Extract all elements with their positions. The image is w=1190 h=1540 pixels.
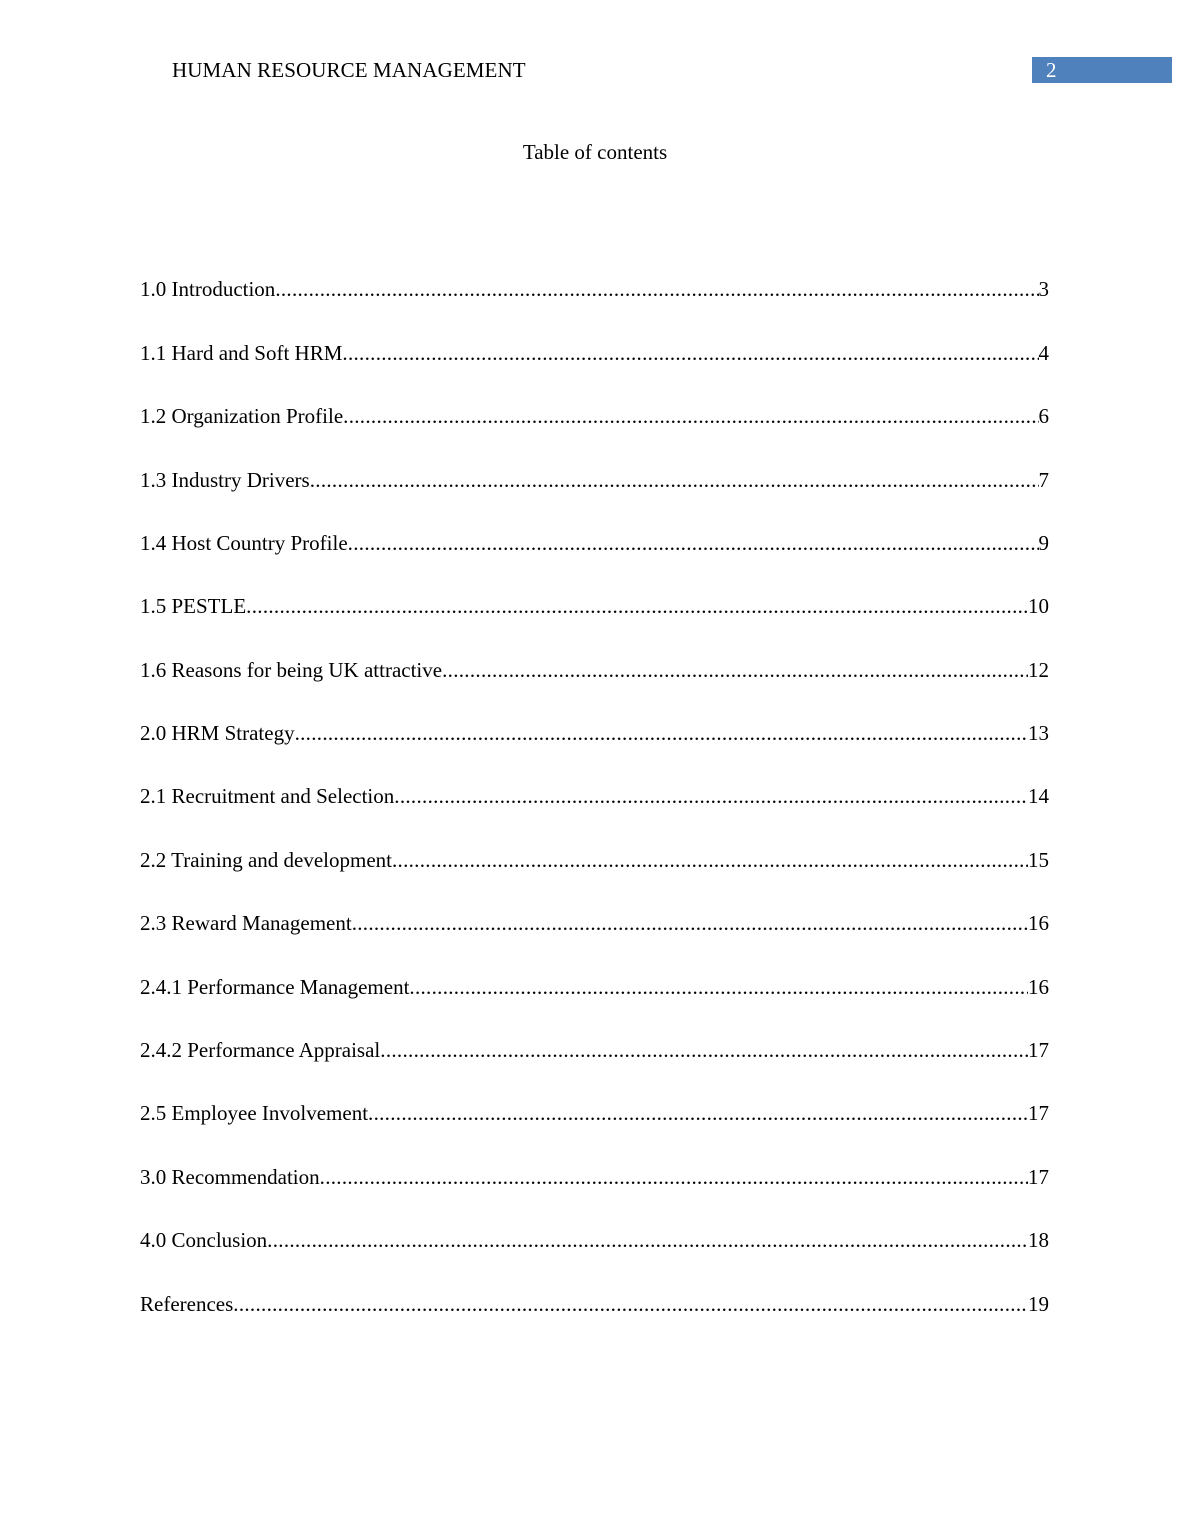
toc-entry-page: 4 bbox=[1038, 341, 1049, 365]
toc-entry-label: 1.2 Organization Profile bbox=[140, 404, 344, 428]
toc-entry-introduction[interactable] bbox=[140, 277, 1049, 305]
toc-entry-label: 1.5 PESTLE bbox=[140, 594, 247, 618]
toc-leader bbox=[348, 531, 1039, 556]
toc-entry-hard-soft-hrm[interactable] bbox=[140, 341, 1049, 369]
toc-leader bbox=[352, 911, 1028, 936]
toc-entry-page: 13 bbox=[1028, 721, 1049, 745]
toc-leader bbox=[368, 1101, 1028, 1126]
toc-entry-label: 1.1 Hard and Soft HRM bbox=[140, 341, 343, 365]
toc-leader bbox=[380, 1038, 1028, 1063]
toc-entry-page: 7 bbox=[1038, 468, 1049, 492]
toc-entry-page: 15 bbox=[1028, 848, 1049, 872]
toc-entry-page: 16 bbox=[1028, 911, 1049, 935]
toc-entry-page: 17 bbox=[1028, 1038, 1049, 1062]
page-number-box bbox=[1032, 57, 1172, 83]
toc-entry-page: 18 bbox=[1028, 1228, 1049, 1252]
toc-leader bbox=[320, 1165, 1028, 1190]
running-header: HUMAN RESOURCE MANAGEMENT bbox=[172, 58, 526, 82]
toc-entry-label: 2.0 HRM Strategy bbox=[140, 721, 295, 745]
toc-entry-label: 2.4.1 Performance Management bbox=[140, 975, 410, 999]
toc-leader bbox=[442, 658, 1028, 683]
toc-leader bbox=[409, 975, 1028, 1000]
toc-entry-hrm-strategy[interactable] bbox=[140, 721, 1049, 749]
toc-entry-conclusion[interactable] bbox=[140, 1228, 1049, 1256]
toc-leader bbox=[343, 404, 1038, 429]
toc-entry-label: 2.4.2 Performance Appraisal bbox=[140, 1038, 381, 1062]
toc-entry-pestle[interactable] bbox=[140, 594, 1049, 622]
toc-entry-page: 16 bbox=[1028, 975, 1049, 999]
toc-entry-recommendation[interactable] bbox=[140, 1165, 1049, 1193]
toc-entry-host-country-profile[interactable] bbox=[140, 531, 1049, 559]
toc-entry-employee-involvement[interactable] bbox=[140, 1101, 1049, 1129]
toc-leader bbox=[310, 468, 1039, 493]
toc-entry-label: 1.3 Industry Drivers bbox=[140, 468, 310, 492]
toc-entry-uk-attractive[interactable] bbox=[140, 658, 1049, 686]
toc-entry-reward-management[interactable] bbox=[140, 911, 1049, 939]
toc-leader bbox=[394, 784, 1028, 809]
toc-entry-page: 14 bbox=[1028, 784, 1049, 808]
toc-entry-training-development[interactable] bbox=[140, 848, 1049, 876]
toc-entry-page: 3 bbox=[1038, 277, 1049, 301]
toc-entry-label: 3.0 Recommendation bbox=[140, 1165, 320, 1189]
toc-leader bbox=[267, 1228, 1028, 1253]
toc-entry-page: 17 bbox=[1028, 1165, 1049, 1189]
toc-entry-industry-drivers[interactable] bbox=[140, 468, 1049, 496]
toc-entry-label: 2.5 Employee Involvement bbox=[140, 1101, 369, 1125]
toc-entry-performance-management[interactable] bbox=[140, 975, 1049, 1003]
toc-entry-page: 19 bbox=[1028, 1292, 1049, 1316]
toc-leader bbox=[392, 848, 1028, 873]
toc-leader bbox=[342, 341, 1038, 366]
toc-entry-references[interactable] bbox=[140, 1292, 1049, 1320]
toc-entry-page: 17 bbox=[1028, 1101, 1049, 1125]
toc-entry-label: 2.2 Training and development bbox=[140, 848, 392, 872]
toc-entry-label: 2.1 Recruitment and Selection bbox=[140, 784, 395, 808]
toc-entry-label: 2.3 Reward Management bbox=[140, 911, 352, 935]
toc-entry-label: 1.4 Host Country Profile bbox=[140, 531, 348, 555]
toc-entry-performance-appraisal[interactable] bbox=[140, 1038, 1049, 1066]
toc-title: Table of contents bbox=[522, 140, 668, 164]
toc-leader bbox=[246, 594, 1028, 619]
toc-entry-page: 9 bbox=[1038, 531, 1049, 555]
toc-leader bbox=[233, 1292, 1028, 1317]
toc-leader bbox=[275, 277, 1038, 302]
toc-entry-page: 10 bbox=[1028, 594, 1049, 618]
toc-entry-label: 1.0 Introduction bbox=[140, 277, 276, 301]
toc-entry-page: 6 bbox=[1038, 404, 1049, 428]
toc-entry-recruitment-selection[interactable] bbox=[140, 784, 1049, 812]
toc-entry-label: 1.6 Reasons for being UK attractive bbox=[140, 658, 443, 682]
toc-entry-label: 4.0 Conclusion bbox=[140, 1228, 268, 1252]
toc-entry-page: 12 bbox=[1028, 658, 1049, 682]
toc-leader bbox=[295, 721, 1028, 746]
toc-entry-label: References bbox=[140, 1292, 234, 1316]
toc-entry-organization-profile[interactable] bbox=[140, 404, 1049, 432]
page-number: 2 bbox=[1046, 58, 1057, 82]
